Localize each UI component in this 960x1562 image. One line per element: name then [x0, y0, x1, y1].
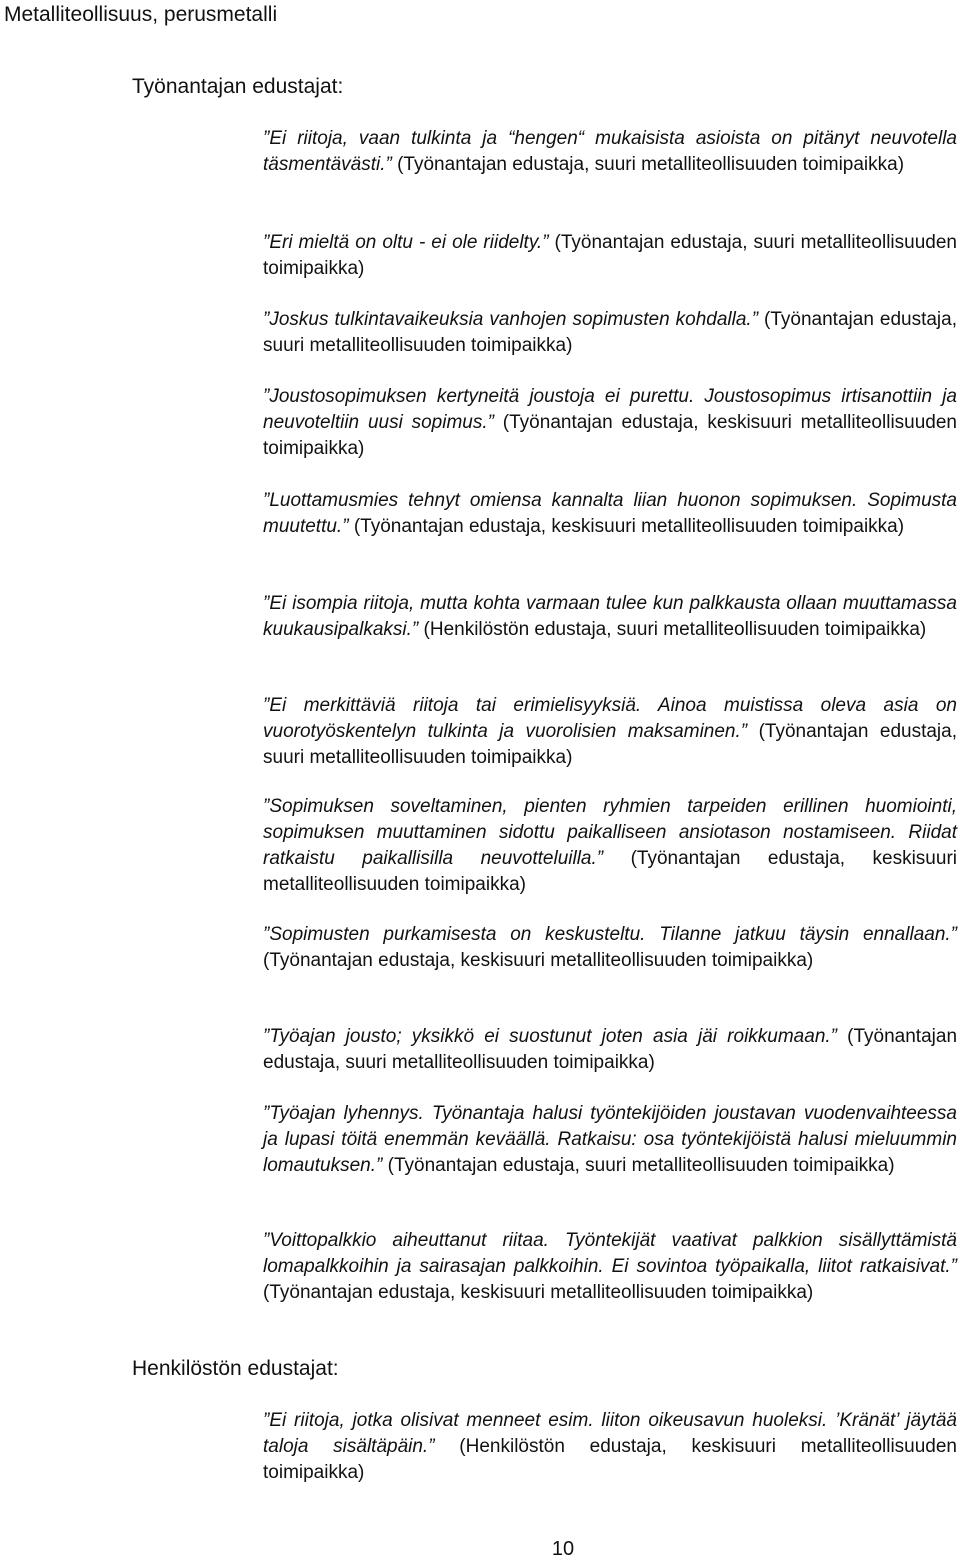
quote-attribution: (Työnantajan edustaja, suuri metalliteollisuuden toimipaikka): [397, 154, 905, 175]
quote-block: [263, 488, 957, 540]
quote-attribution: (Työnantajan edustaja, keskisuuri metalliteollisuuden toimipaikka): [263, 950, 814, 971]
quote-block: [263, 1228, 957, 1306]
quote-block: [263, 384, 957, 462]
quote-attribution: (Henkilöstön edustaja, suuri metalliteollisuuden toimipaikka): [423, 619, 927, 640]
quote-text: ”Ei merkittäviä riitoja tai erimielisyyksiä. Ainoa muistissa oleva asia on vuorotyöskentelyn tulkinta ja vuorolisien maksaminen.”: [263, 695, 957, 742]
quote-text: ”Luottamusmies tehnyt omiensa kannalta liian huonon sopimuksen. Sopimusta muutettu.”: [263, 490, 957, 537]
page-number: 10: [551, 1538, 575, 1560]
quote-text: ”Ei riitoja, vaan tulkinta ja “hengen“ mukaisista asioista on pitänyt neuvotella täsmentävästi.”: [263, 128, 957, 175]
quote-text: ”Työajan lyhennys. Työnantaja halusi työntekijöiden joustavan vuodenvaihteessa ja lupasi töitä enemmän keväällä. Ratkaisu: osa työntekijöistä halusi mieluummin lomautuksen.”: [263, 1103, 957, 1176]
quote-text: ”Voittopalkkio aiheuttanut riitaa. Työntekijät vaativat palkkion sisällyttämistä lomapalkkoihin ja sairasajan palkkoihin. Ei sovintoa työpaikalla, liitot ratkaisivat.”: [263, 1230, 957, 1277]
quote-block: [263, 794, 957, 898]
quote-block: [263, 307, 957, 359]
quote-block: [263, 230, 957, 282]
quote-attribution: (Työnantajan edustaja, keskisuuri metalliteollisuuden toimipaikka): [263, 1282, 814, 1303]
quote-block: [263, 1408, 957, 1486]
quote-block: [263, 1024, 957, 1076]
quote-text: ”Ei riitoja, jotka olisivat menneet esim. liiton oikeusavun huoleksi. ’Kränät’ jäytää taloja sisältäpäin.”: [263, 1410, 957, 1457]
quote-attribution: (Työnantajan edustaja, suuri metalliteollisuuden toimipaikka): [263, 1026, 958, 1073]
quote-block: [263, 1101, 957, 1179]
quote-attribution: (Työnantajan edustaja, keskisuuri metalliteollisuuden toimipaikka): [353, 516, 905, 537]
quote-text: ”Sopimuksen soveltaminen, pienten ryhmien tarpeiden erillinen huomiointi, sopimuksen muuttaminen sidottu paikalliseen ansiotason nostamiseen. Riidat ratkaistu paikallisilla neuvotteluilla.”: [263, 796, 957, 869]
quote-attribution: (Työnantajan edustaja, keskisuuri metalliteollisuuden toimipaikka): [263, 848, 957, 895]
quote-text: ”Joustosopimuksen kertyneitä joustoja ei purettu. Joustosopimus irtisanottiin ja neuvoteltiin uusi sopimus.”: [263, 386, 957, 433]
quote-block: [263, 126, 957, 178]
quote-attribution: (Työnantajan edustaja, suuri metalliteollisuuden toimipaikka): [263, 309, 957, 356]
quote-block: [263, 693, 957, 771]
quote-attribution: (Työnantajan edustaja, keskisuuri metalliteollisuuden toimipaikka): [263, 412, 958, 459]
quote-block: [263, 922, 957, 974]
quote-attribution: (Henkilöstön edustaja, keskisuuri metalliteollisuuden toimipaikka): [263, 1436, 958, 1483]
section-heading-staff: Henkilöstön edustajat:: [132, 1357, 339, 1380]
quote-text: ”Työajan jousto; yksikkö ei suostunut joten asia jäi roikkumaan.”: [263, 1026, 837, 1047]
quote-attribution: (Työnantajan edustaja, suuri metalliteollisuuden toimipaikka): [263, 721, 958, 768]
quote-text: ”Sopimusten purkamisesta on keskusteltu. Tilanne jatkuu täysin ennallaan.”: [263, 924, 957, 945]
quote-text: ”Eri mieltä on oltu - ei ole riidelty.”: [263, 232, 549, 253]
quote-text: ”Joskus tulkintavaikeuksia vanhojen sopimusten kohdalla.”: [263, 309, 759, 330]
page-header-title: Metalliteollisuus, perusmetalli: [4, 3, 278, 26]
quote-text: ”Ei isompia riitoja, mutta kohta varmaan tulee kun palkkausta ollaan muuttamassa kuukausipalkaksi.”: [263, 593, 957, 640]
quote-attribution: (Työnantajan edustaja, suuri metalliteollisuuden toimipaikka): [387, 1155, 895, 1176]
quote-block: [263, 591, 957, 643]
quote-attribution: (Työnantajan edustaja, suuri metalliteollisuuden toimipaikka): [263, 232, 957, 279]
section-heading-employer: Työnantajan edustajat:: [132, 75, 344, 98]
